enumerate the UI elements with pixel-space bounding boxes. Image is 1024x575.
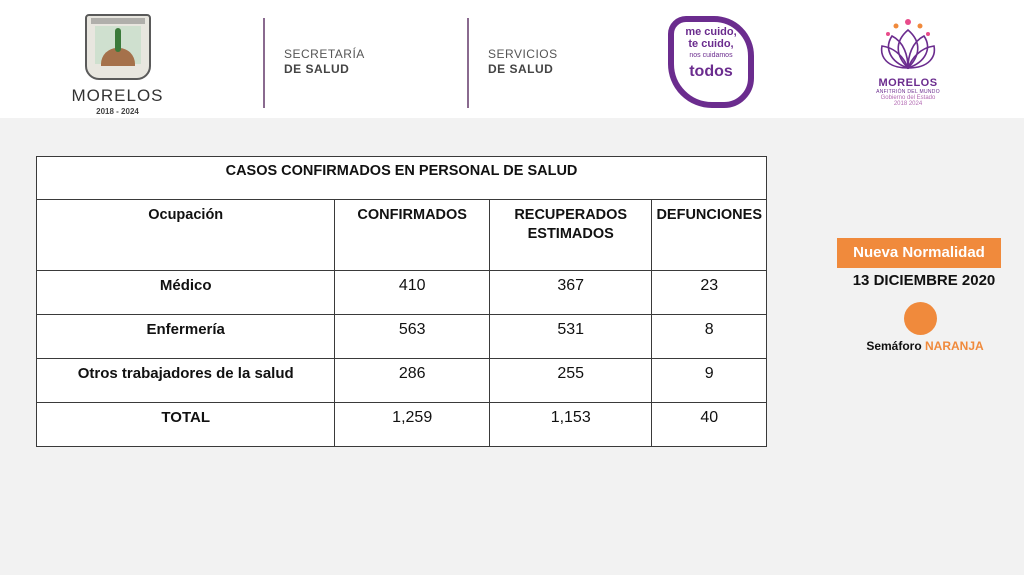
- cell-defunciones: 40: [652, 403, 767, 447]
- servicios-line2: DE SALUD: [488, 62, 554, 76]
- cell-confirmados: 563: [335, 315, 490, 359]
- gobierno-logo-years: 2018 2024: [893, 101, 923, 107]
- campaign-line4: todos: [689, 63, 733, 80]
- row-label: Médico: [37, 271, 335, 315]
- table-row-total: [37, 403, 767, 447]
- row-label: Otros trabajadores de la salud: [37, 359, 335, 403]
- campaign-line2: te cuido,: [688, 38, 734, 50]
- cell-confirmados: 286: [335, 359, 490, 403]
- column-header-confirmados: CONFIRMADOS: [335, 200, 490, 271]
- campaign-line3: nos cuidamos: [689, 52, 733, 59]
- secretaria-line1: SECRETARÍA: [284, 47, 365, 61]
- cell-recuperados: 1,153: [489, 403, 651, 447]
- column-header-ocupacion: Ocupación: [37, 200, 335, 271]
- cell-recuperados: 531: [489, 315, 651, 359]
- gobierno-logo-subtitle: Gobierno del Estado: [880, 95, 936, 101]
- morelos-logo-name: MORELOS: [71, 86, 164, 105]
- cell-defunciones: 8: [652, 315, 767, 359]
- divider: [467, 18, 469, 108]
- morelos-logo-years: 2018 - 2024: [96, 107, 139, 116]
- semaforo-label: Semáforo: [866, 339, 922, 353]
- servicios-line1: SERVICIOS: [488, 47, 558, 61]
- header-bar: [0, 0, 1024, 118]
- cell-recuperados: 367: [489, 271, 651, 315]
- gobierno-logo-name: MORELOS: [878, 77, 938, 89]
- cell-confirmados: 410: [335, 271, 490, 315]
- table-title: CASOS CONFIRMADOS EN PERSONAL DE SALUD: [37, 157, 767, 200]
- semaforo-light-icon: [904, 302, 937, 335]
- semaforo-color-name: NARANJA: [925, 339, 984, 353]
- campaign-line1: me cuido,: [685, 26, 737, 38]
- column-header-defunciones: DEFUNCIONES: [652, 200, 767, 271]
- nueva-normalidad-badge: Nueva Normalidad: [837, 238, 1001, 268]
- morelos-state-logo: [70, 12, 165, 116]
- report-date: 13 DICIEMBRE 2020: [852, 272, 996, 289]
- lotus-icon: [878, 12, 938, 72]
- cell-defunciones: 23: [652, 271, 767, 315]
- gobierno-logo-tagline: ANFITRIÓN DEL MUNDO: [876, 89, 940, 95]
- gobierno-morelos-logo: [866, 12, 950, 112]
- table-row: [37, 315, 767, 359]
- campaign-logo: [668, 16, 754, 108]
- row-label: Enfermería: [37, 315, 335, 359]
- coat-of-arms-icon: [85, 14, 151, 80]
- table-row: [37, 359, 767, 403]
- divider: [263, 18, 265, 108]
- cases-table: [36, 156, 767, 447]
- column-header-recuperados: RECUPERADOS ESTIMADOS: [489, 200, 651, 271]
- table-row: [37, 271, 767, 315]
- cell-confirmados: 1,259: [335, 403, 490, 447]
- cell-defunciones: 9: [652, 359, 767, 403]
- row-label: TOTAL: [37, 403, 335, 447]
- secretaria-line2: DE SALUD: [284, 62, 350, 76]
- semaforo-status: [850, 339, 1000, 353]
- cell-recuperados: 255: [489, 359, 651, 403]
- servicios-salud-label: [488, 47, 558, 77]
- secretaria-salud-label: [284, 47, 365, 77]
